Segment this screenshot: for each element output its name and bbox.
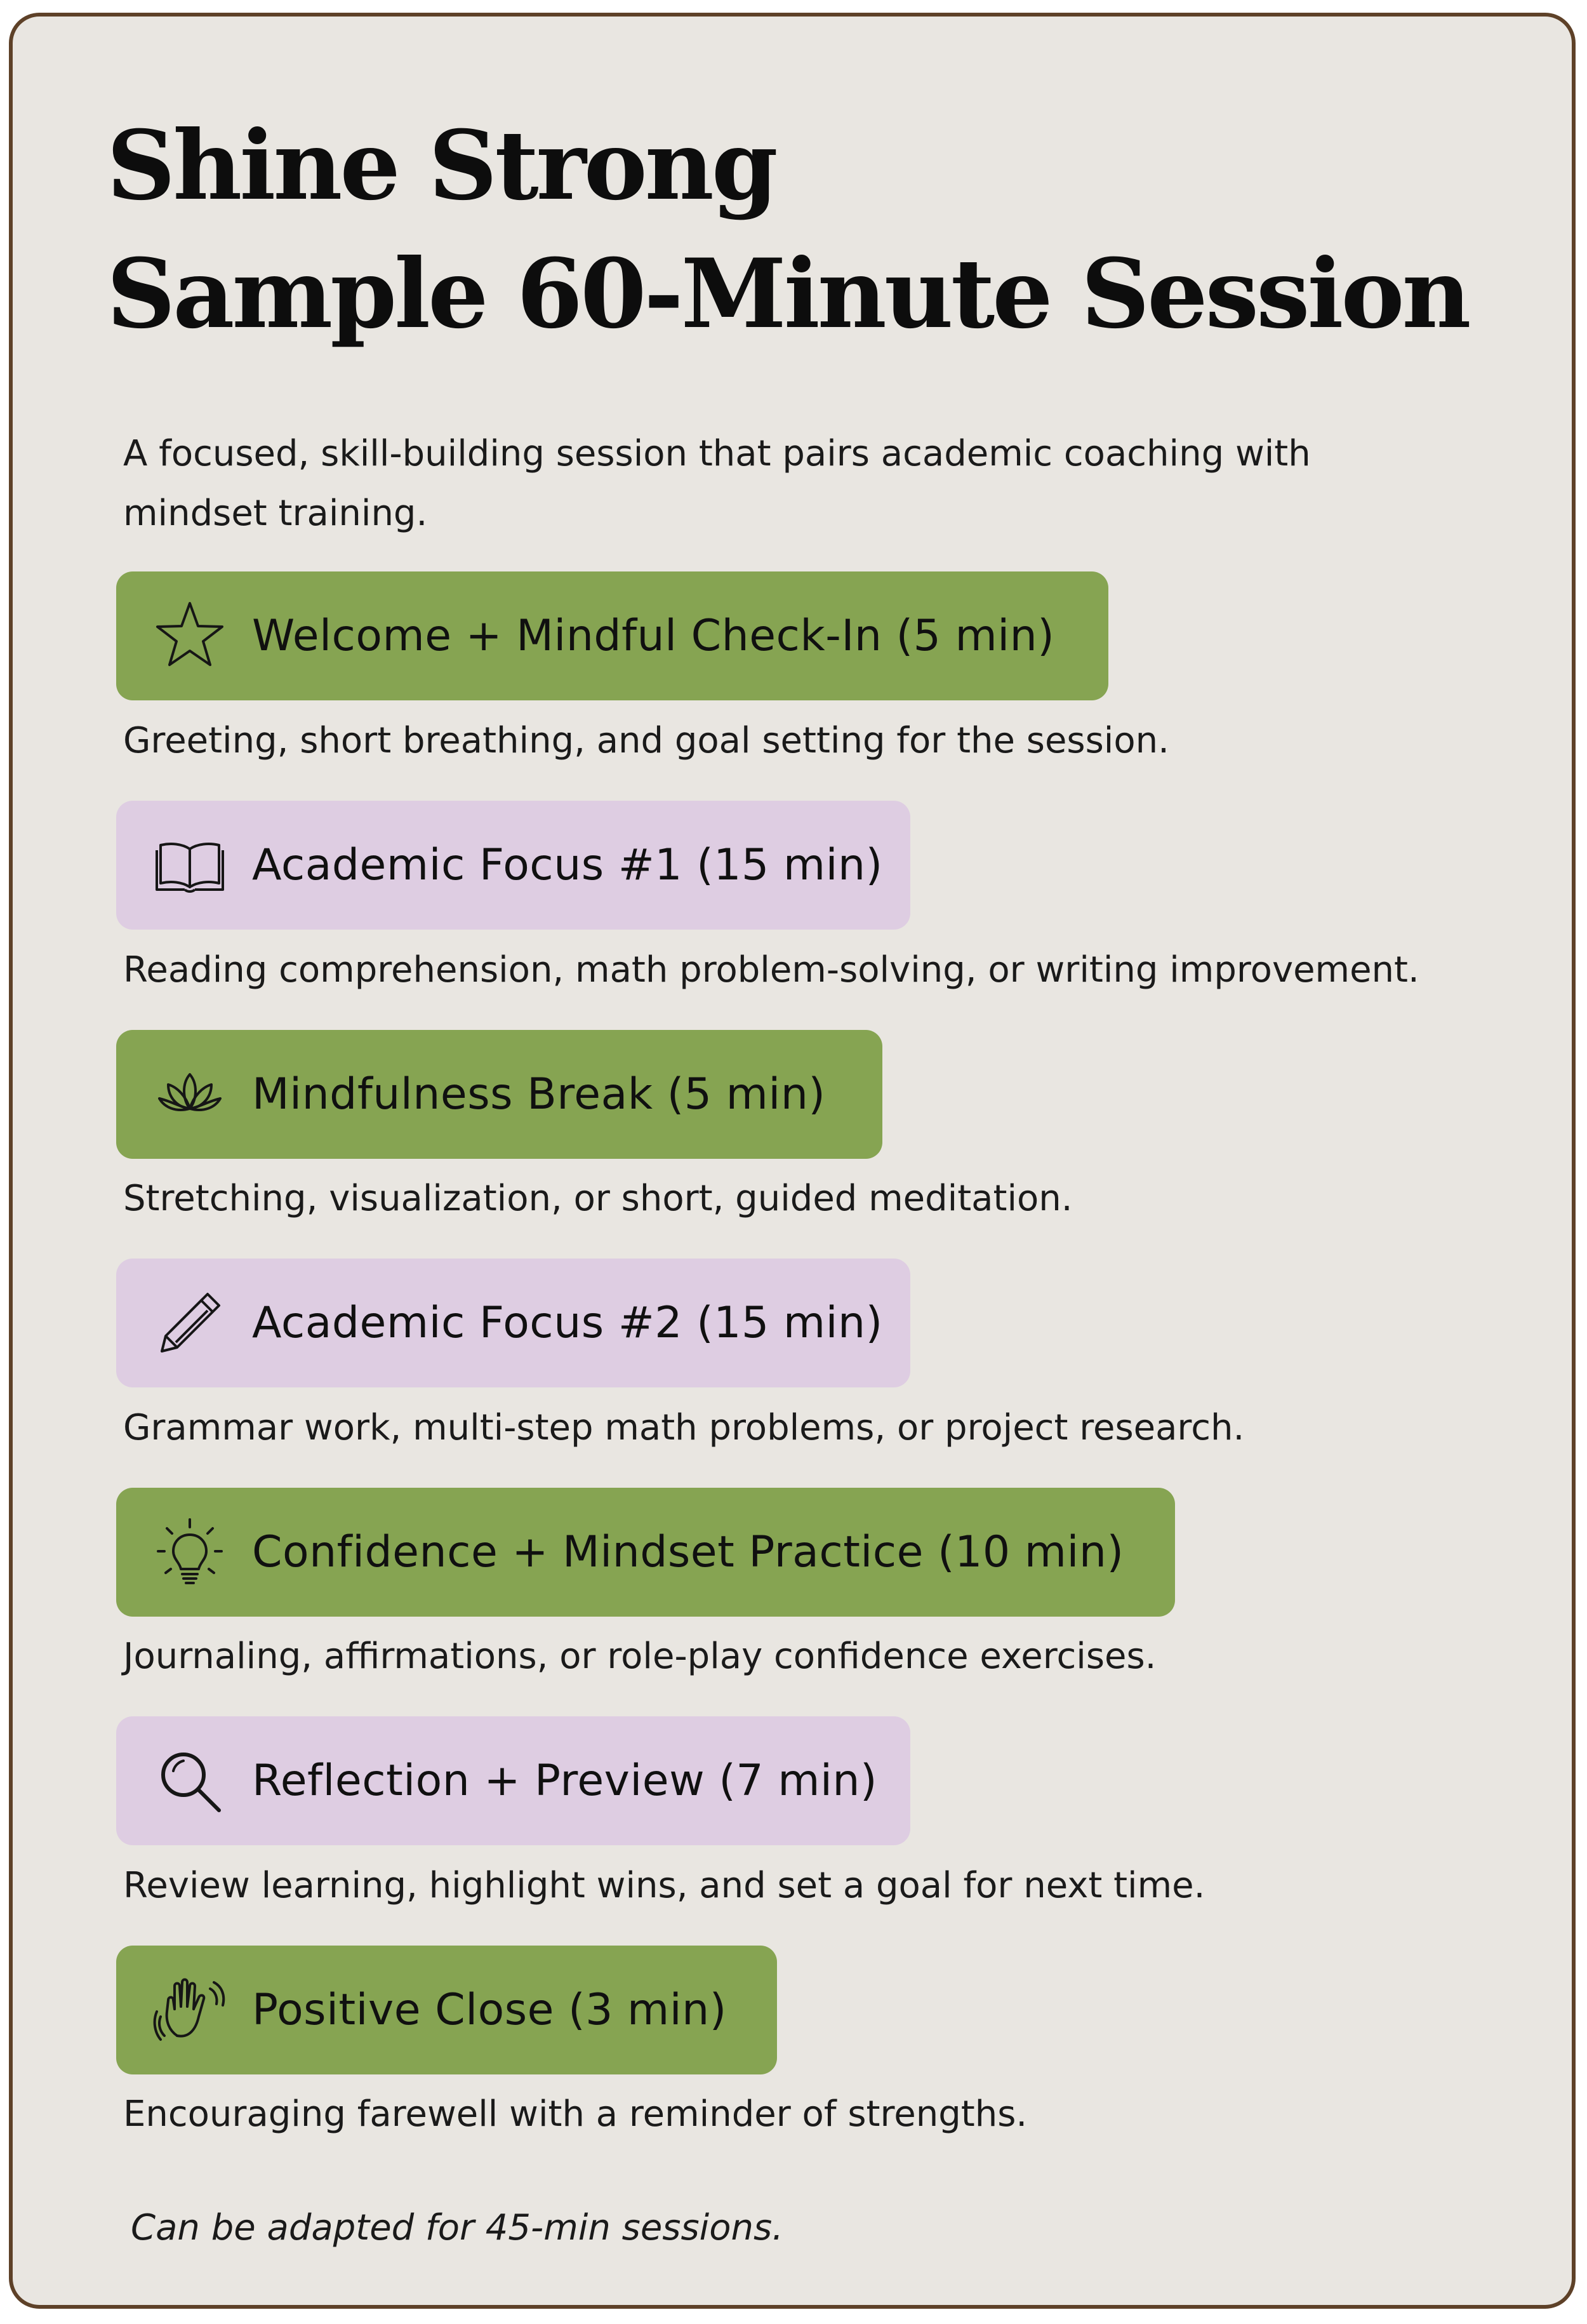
segment-pill-academic-1 bbox=[116, 801, 910, 930]
segment-description: Greeting, short breathing, and goal setting for the session. bbox=[123, 720, 1169, 761]
segment-pill-academic-2 bbox=[116, 1259, 910, 1387]
intro-text: A focused, skill-building session that pairs academic coaching with mindset training. bbox=[123, 433, 1311, 534]
footer-note: Can be adapted for 45-min sessions. bbox=[131, 2207, 783, 2248]
lotus-icon bbox=[152, 1057, 228, 1133]
segment-label: Confidence + Mindset Practice (10 min) bbox=[252, 1527, 1124, 1577]
segment-description: Reading comprehension, math problem-solving, or writing improvement. bbox=[123, 949, 1419, 991]
segment-pill-confidence bbox=[116, 1488, 1175, 1617]
segment-label: Welcome + Mindful Check-In (5 min) bbox=[252, 611, 1055, 661]
segment-description: Review learning, highlight wins, and set a goal for next time. bbox=[123, 1865, 1205, 1906]
title-line-2: Sample 60-Minute Session bbox=[107, 238, 1469, 350]
segment-label: Mindfulness Break (5 min) bbox=[252, 1069, 826, 1119]
segment-label: Positive Close (3 min) bbox=[252, 1985, 727, 2035]
segment-pill-welcome bbox=[116, 571, 1108, 700]
segment-label: Academic Focus #1 (15 min) bbox=[252, 840, 883, 890]
segment-description: Grammar work, multi-step math problems, or project research. bbox=[123, 1407, 1245, 1448]
star-icon bbox=[152, 598, 228, 674]
segment-description: Stretching, visualization, or short, guided meditation. bbox=[123, 1178, 1073, 1219]
segment-description: Journaling, affirmations, or role-play confidence exercises. bbox=[123, 1636, 1157, 1677]
waving-hand-icon bbox=[152, 1972, 228, 2048]
segment-pill-mindfulness bbox=[116, 1030, 882, 1159]
lightbulb-icon bbox=[152, 1514, 228, 1591]
segment-label: Reflection + Preview (7 min) bbox=[252, 1756, 878, 1806]
title-line-1: Shine Strong bbox=[107, 110, 776, 222]
segment-pill-reflection bbox=[116, 1716, 910, 1845]
pencil-icon bbox=[152, 1285, 228, 1361]
open-book-icon bbox=[152, 827, 228, 904]
segment-pill-positive-close bbox=[116, 1946, 777, 2074]
segment-label: Academic Focus #2 (15 min) bbox=[252, 1298, 883, 1348]
segment-description: Encouraging farewell with a reminder of strengths. bbox=[123, 2094, 1028, 2135]
magnifying-glass-icon bbox=[152, 1743, 228, 1819]
